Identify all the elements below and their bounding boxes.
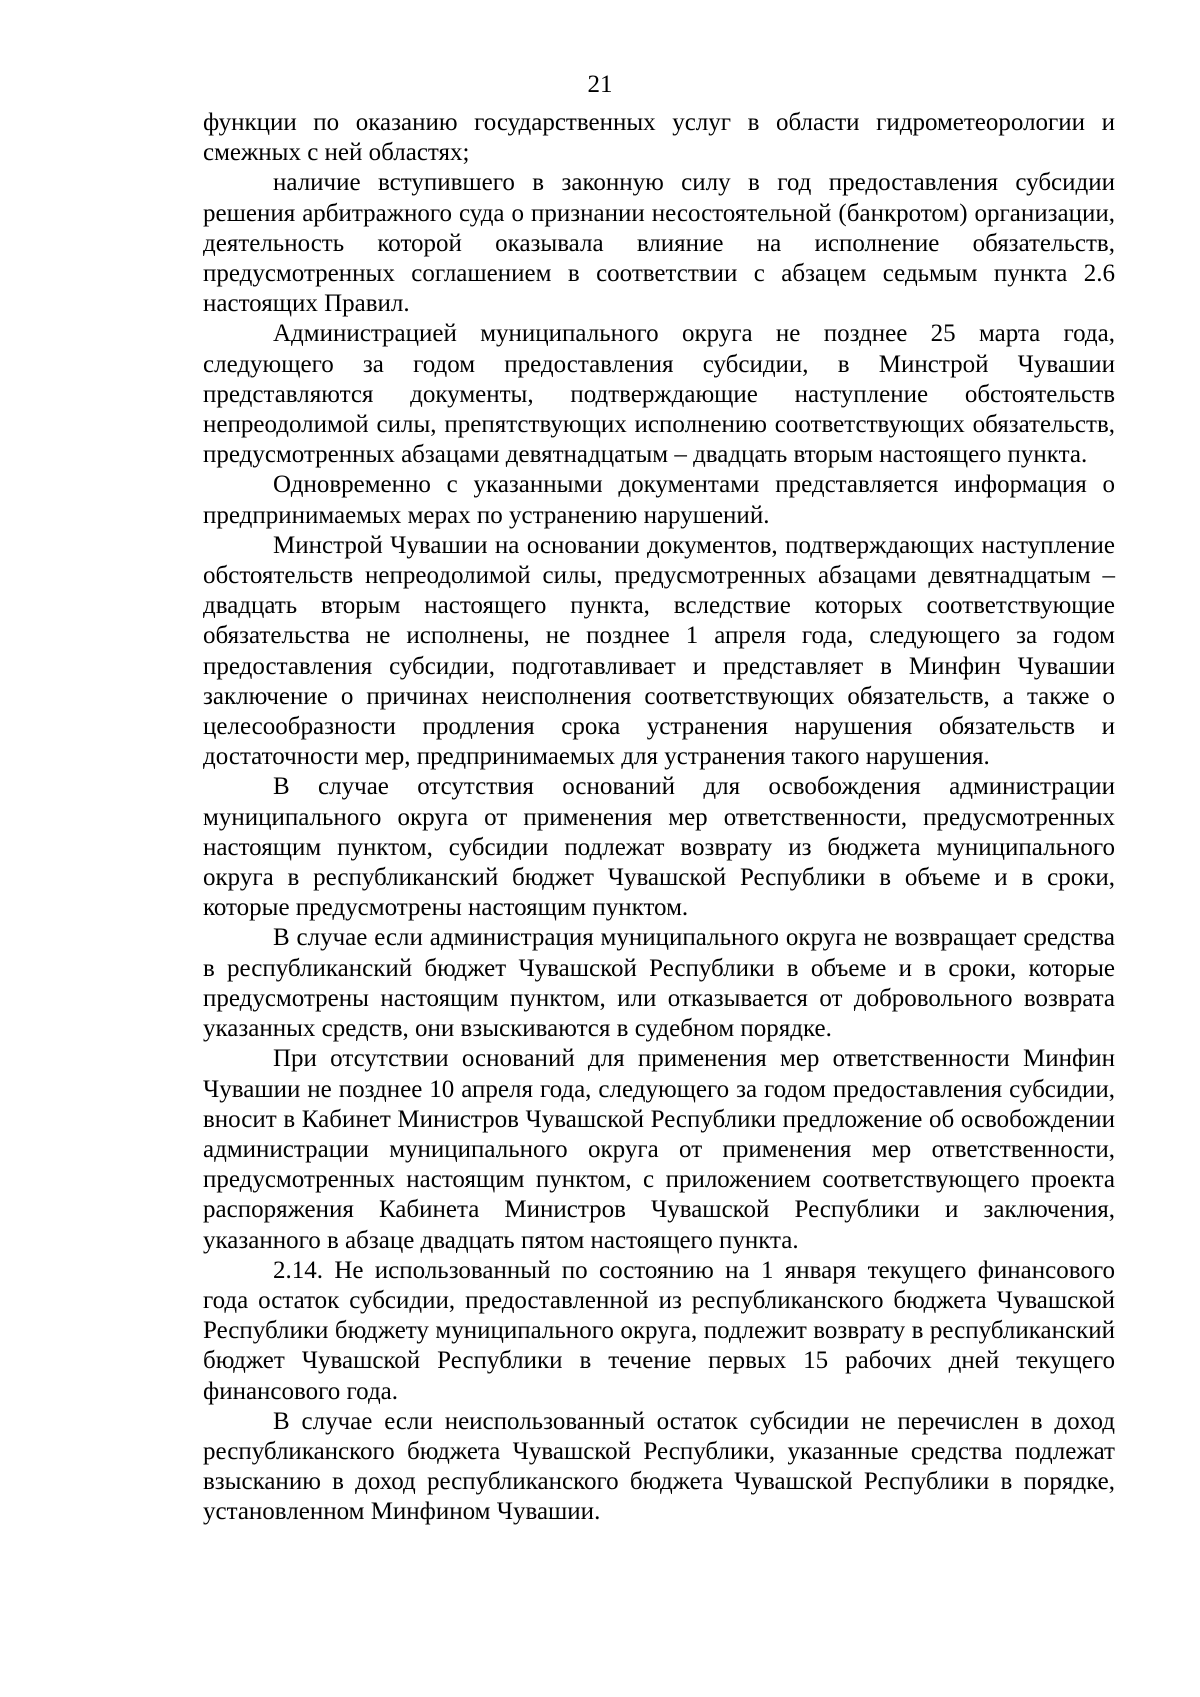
paragraph: Одновременно с указанными документами представляется информация о предпринимаемых мерах по устранению нарушений.	[203, 471, 1115, 529]
paragraph: При отсутствии оснований для применения мер ответственности Минфин Чувашии не позднее 10 апреля года, следующего за годом предоставления субсидии, вносит в Кабинет Министров Чувашской Республики предложение об освобождении администрации муниципального округа от применения мер ответственности, предусмотренных настоящим пунктом, с приложением соответствующего проекта распоряжения Кабинета Министров Чувашской Республики и заключения, указанного в абзаце двадцать пятом настоящего пункта.	[203, 1045, 1115, 1254]
paragraph: 2.14. Не использованный по состоянию на 1 января текущего финансового года остаток субсидии, предоставленной из республиканского бюджета Чувашской Республики бюджету муниципального округа, подлежит возврату в республиканский бюджет Чувашской Республики в течение первых 15 рабочих дней текущего финансового года.	[203, 1256, 1115, 1405]
paragraph: Администрацией муниципального округа не позднее 25 марта года, следующего за годом предоставления субсидии, в Минстрой Чувашии представляются документы, подтверждающие наступление обстоятельств непреодолимой силы, препятствующих исполнению соответствующих обязательств, предусмотренных абзацами девятнадцатым – двадцать вторым настоящего пункта.	[203, 320, 1115, 469]
paragraph: В случае отсутствия оснований для освобождения администрации муниципального округа от применения мер ответственности, предусмотренных настоящим пунктом, субсидии подлежат возврату из бюджета муниципального округа в республиканский бюджет Чувашской Республики в объеме и в сроки, которые предусмотрены настоящим пунктом.	[203, 773, 1115, 922]
paragraph: Минстрой Чувашии на основании документов, подтверждающих наступление обстоятельств непреодолимой силы, предусмотренных абзацами девятнадцатым – двадцать вторым настоящего пункта, вследствие которых соответствующие обязательства не исполнены, не позднее 1 апреля года, следующего за годом предоставления субсидии, подготавливает и представляет в Минфин Чувашии заключение о причинах неисполнения соответствующих обязательств, а также о целесообразности продления срока устранения нарушения обязательств и достаточности мер, предпринимаемых для устранения такого нарушения.	[203, 531, 1115, 771]
paragraph: функции по оказанию государственных услуг в области гидрометеорологии и смежных с ней областях;	[203, 109, 1115, 167]
page-number: 21	[587, 71, 613, 98]
paragraph: наличие вступившего в законную силу в год предоставления субсидии решения арбитражного суда о признании несостоятельной (банкротом) организации, деятельность которой оказывала влияние на исполнение обязательств, предусмотренных соглашением в соответствии с абзацем седьмым пункта 2.6 настоящих Правил.	[203, 169, 1115, 318]
paragraph: В случае если администрация муниципального округа не возвращает средства в республиканский бюджет Чувашской Республики в объеме и в сроки, которые предусмотрены настоящим пунктом, или отказывается от добровольного возврата указанных средств, они взыскиваются в судебном порядке.	[203, 924, 1115, 1043]
document-body	[203, 108, 1115, 1528]
paragraph: В случае если неиспользованный остаток субсидии не перечислен в доход республиканского бюджета Чувашской Республики, указанные средства подлежат взысканию в доход республиканского бюджета Чувашской Республики в порядке, установленном Минфином Чувашии.	[203, 1407, 1115, 1526]
